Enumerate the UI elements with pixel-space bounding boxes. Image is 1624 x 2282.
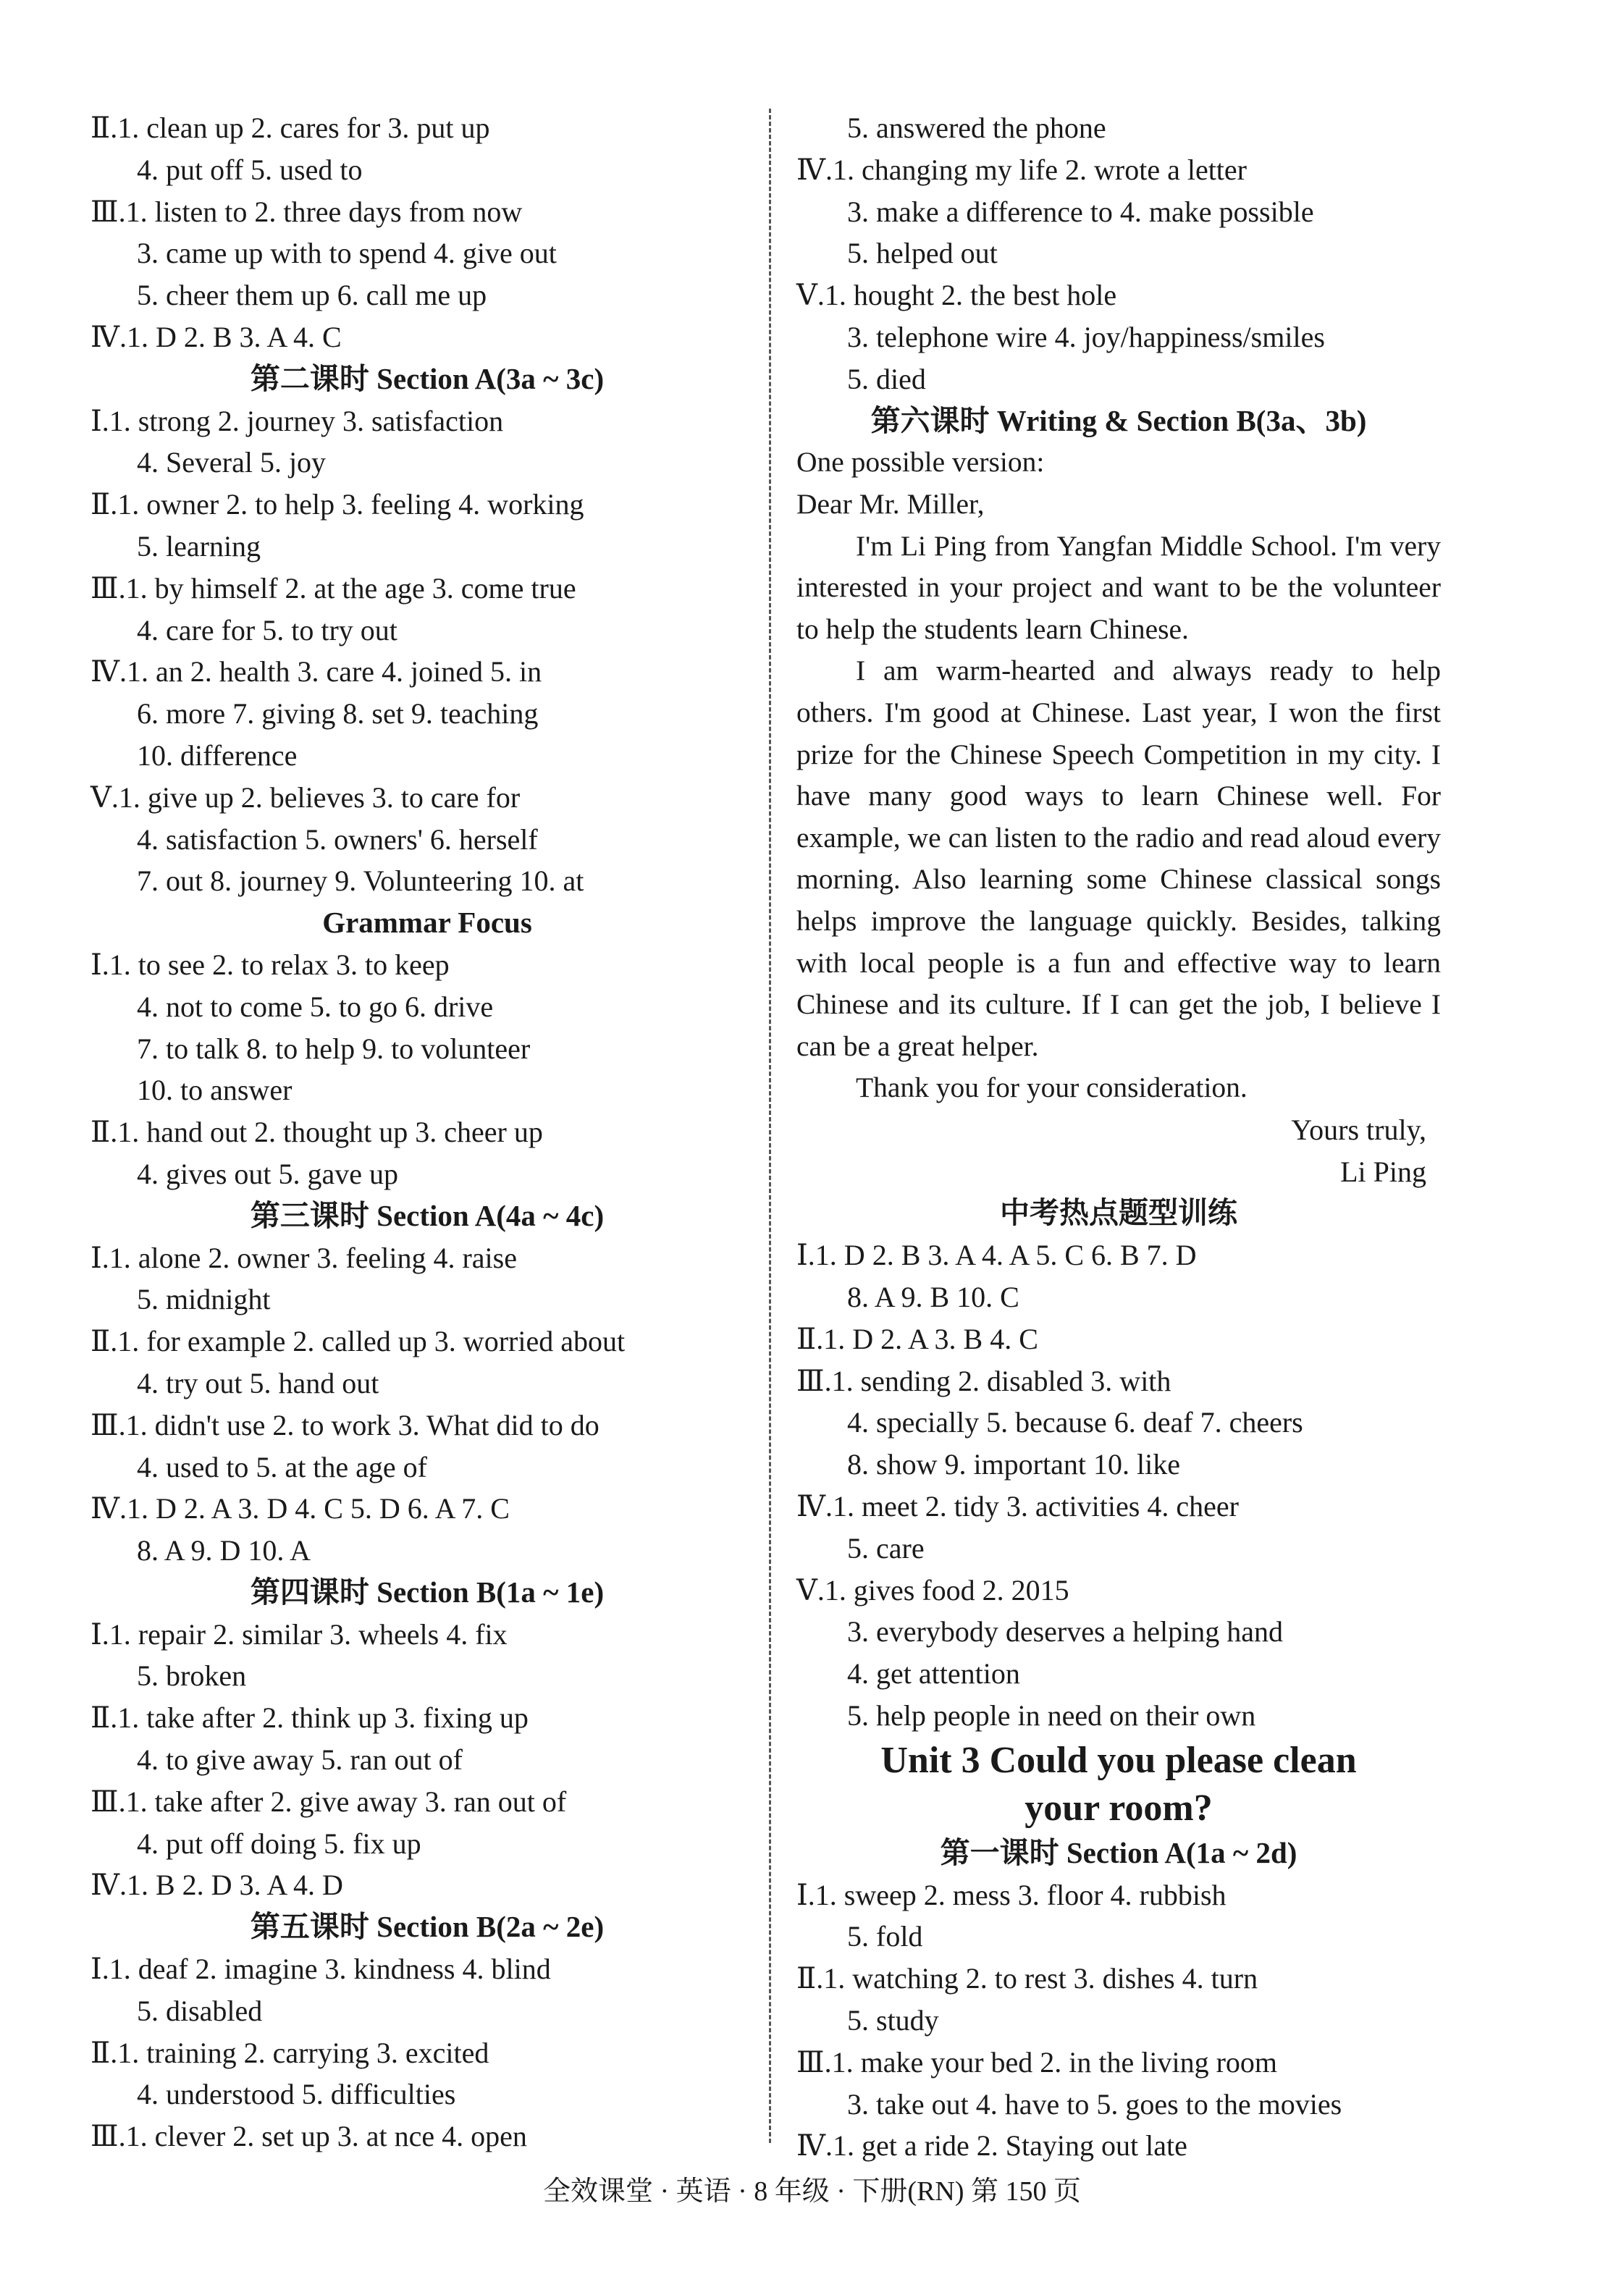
letter-paragraph: I'm Li Ping from Yangfan Middle School. I'm very interested in your project and want to be the volunteer to help the students learn Chinese. <box>796 529 1441 645</box>
section-heading: Grammar Focus <box>322 906 532 940</box>
answer-line: Ⅱ.1. owner 2. to help 3. feeling 4. working <box>91 488 584 521</box>
answer-line: 4. understood 5. difficulties <box>137 2078 456 2111</box>
section-heading: 中考热点题型训练 <box>1000 1196 1237 1230</box>
answer-line: Ⅲ.1. didn't use 2. to work 3. What did to do <box>91 1408 599 1441</box>
answer-line: 5. answered the phone <box>847 111 1106 144</box>
letter-closing: Yours truly, <box>1291 1113 1426 1146</box>
answer-line: Ⅲ.1. by himself 2. at the age 3. come true <box>91 571 576 605</box>
answer-line: Ⅰ.1. repair 2. similar 3. wheels 4. fix <box>91 1617 508 1651</box>
answer-line: Ⅲ.1. clever 2. set up 3. at nce 4. open <box>91 2120 527 2153</box>
answer-line: 4. satisfaction 5. owners' 6. herself <box>137 822 538 856</box>
answer-line: Ⅱ.1. D 2. A 3. B 4. C <box>796 1322 1038 1355</box>
answer-line: 4. put off doing 5. fix up <box>137 1827 421 1860</box>
answer-line: 3. make a difference to 4. make possible <box>847 195 1314 228</box>
section-heading: your room? <box>1025 1787 1213 1829</box>
answer-line: 5. fold <box>847 1920 923 1953</box>
answer-line: Ⅳ.1. D 2. B 3. A 4. C <box>91 320 342 353</box>
section-heading: 第三课时 Section A(4a ~ 4c) <box>250 1198 605 1232</box>
answer-line: 4. specially 5. because 6. deaf 7. cheers <box>847 1406 1303 1439</box>
letter-paragraph: Thank you for your consideration. <box>856 1071 1248 1104</box>
answer-line: Ⅱ.1. clean up 2. cares for 3. put up <box>91 111 490 144</box>
answer-line: 4. not to come 5. to go 6. drive <box>137 990 494 1023</box>
answer-line: Ⅱ.1. for example 2. called up 3. worried about <box>91 1325 626 1358</box>
answer-line: 10. to answer <box>137 1074 293 1107</box>
section-heading: 第一课时 Section A(1a ~ 2d) <box>940 1835 1297 1869</box>
answer-line: Ⅳ.1. get a ride 2. Staying out late <box>796 2129 1187 2163</box>
answer-line: Ⅴ.1. give up 2. believes 3. to care for <box>91 780 521 814</box>
answer-line: Ⅰ.1. alone 2. owner 3. feeling 4. raise <box>91 1241 517 1274</box>
answer-line: 4. gives out 5. gave up <box>137 1157 399 1190</box>
section-heading: 第二课时 Section A(3a ~ 3c) <box>250 361 605 395</box>
section-heading: Unit 3 Could you please clean <box>880 1739 1357 1781</box>
answer-line: 4. to give away 5. ran out of <box>137 1743 463 1777</box>
answer-line: 7. to talk 8. to help 9. to volunteer <box>137 1032 531 1065</box>
answer-line: Ⅳ.1. an 2. health 3. care 4. joined 5. in <box>91 655 542 689</box>
left-column <box>91 107 764 2157</box>
answer-line: 4. used to 5. at the age of <box>137 1450 427 1483</box>
answer-line: 4. try out 5. hand out <box>137 1366 379 1399</box>
column-divider <box>769 109 771 2143</box>
section-heading: 第六课时 Writing & Section B(3a、3b) <box>870 403 1367 437</box>
answer-line: Ⅳ.1. changing my life 2. wrote a letter <box>796 153 1247 186</box>
answer-line: 10. difference <box>137 738 298 772</box>
answer-line: 3. came up with to spend 4. give out <box>137 237 557 270</box>
answer-line: 3. everybody deserves a helping hand <box>847 1615 1284 1649</box>
answer-line: Ⅱ.1. training 2. carrying 3. excited <box>91 2036 489 2069</box>
answer-line: Ⅲ.1. sending 2. disabled 3. with <box>796 1364 1171 1397</box>
answer-line: 5. cheer them up 6. call me up <box>137 279 487 312</box>
answer-line: 5. broken <box>137 1659 247 1693</box>
letter-greeting: Dear Mr. Miller, <box>796 487 985 520</box>
answer-line: Ⅱ.1. watching 2. to rest 3. dishes 4. turn <box>796 1962 1258 1995</box>
letter-signature: Li Ping <box>1340 1155 1426 1188</box>
answer-line: 5. learning <box>137 529 261 563</box>
answer-line: 7. out 8. journey 9. Volunteering 10. at <box>137 864 584 898</box>
letter-intro: One possible version: <box>796 446 1045 479</box>
right-bottom-answers <box>796 1192 1441 2167</box>
answer-line: Ⅱ.1. take after 2. think up 3. fixing up <box>91 1701 529 1735</box>
answer-line: 8. A 9. B 10. C <box>847 1281 1019 1314</box>
answer-line: Ⅰ.1. D 2. B 3. A 4. A 5. C 6. B 7. D <box>796 1239 1197 1272</box>
answer-line: 4. get attention <box>847 1657 1020 1691</box>
answer-line: Ⅱ.1. hand out 2. thought up 3. cheer up <box>91 1116 543 1149</box>
answer-line: 3. take out 4. have to 5. goes to the movies <box>847 2087 1342 2121</box>
answer-line: 5. midnight <box>137 1283 271 1316</box>
answer-line: 5. help people in need on their own <box>847 1699 1256 1732</box>
right-column <box>796 107 1441 2167</box>
answer-line: 8. A 9. D 10. A <box>137 1534 311 1567</box>
answer-line: 5. care <box>847 1531 925 1565</box>
answer-line: Ⅴ.1. gives food 2. 2015 <box>796 1573 1069 1607</box>
answer-line: 5. study <box>847 2004 939 2037</box>
section-heading: 第五课时 Section B(2a ~ 2e) <box>250 1910 605 1944</box>
letter-paragraph: I am warm-hearted and always ready to help others. I'm good at Chinese. Last year, I won the first prize for the Chinese Speech Competition in my city. I have many good ways to learn Chinese well. For example, we can listen to the radio and read aloud every morning. Also learning some Chinese classical songs helps improve the language quickly. Besides, talking with local people is a fun and effective way to learn Chinese and its culture. If I can get the job, I believe I can be a great helper. <box>796 654 1441 1062</box>
right-top-answers <box>796 107 1441 442</box>
answer-line: Ⅰ.1. to see 2. to relax 3. to keep <box>91 948 450 981</box>
answer-line: 5. disabled <box>137 1994 263 2027</box>
answer-line: Ⅰ.1. deaf 2. imagine 3. kindness 4. blind <box>91 1953 551 1986</box>
answer-line: Ⅳ.1. B 2. D 3. A 4. D <box>91 1869 343 1902</box>
answer-line: 4. care for 5. to try out <box>137 613 397 647</box>
answer-line: Ⅳ.1. D 2. A 3. D 4. C 5. D 6. A 7. C <box>91 1492 510 1525</box>
answer-line: 3. telephone wire 4. joy/happiness/smiles <box>847 320 1325 353</box>
answer-line: Ⅲ.1. take after 2. give away 3. ran out of <box>91 1785 567 1818</box>
answer-line: Ⅴ.1. hought 2. the best hole <box>796 279 1117 312</box>
page-footer: 全效课堂 · 英语 · 8 年级 · 下册(RN) 第 150 页 <box>542 2176 1082 2207</box>
answer-line: Ⅳ.1. meet 2. tidy 3. activities 4. cheer <box>796 1490 1239 1523</box>
answer-line: 8. show 9. important 10. like <box>847 1448 1180 1481</box>
answer-line: 5. died <box>847 362 926 395</box>
answer-line: Ⅰ.1. strong 2. journey 3. satisfaction <box>91 404 504 437</box>
answer-line: 6. more 7. giving 8. set 9. teaching <box>137 697 539 731</box>
answer-line: 4. Several 5. joy <box>137 446 327 479</box>
answer-line: Ⅲ.1. listen to 2. three days from now <box>91 195 523 228</box>
answer-line: Ⅰ.1. sweep 2. mess 3. floor 4. rubbish <box>796 1878 1227 1911</box>
sample-letter <box>796 442 1441 1192</box>
answer-line: 4. put off 5. used to <box>137 153 363 186</box>
answer-line: 5. helped out <box>847 237 998 270</box>
section-heading: 第四课时 Section B(1a ~ 1e) <box>250 1575 605 1609</box>
answer-line: Ⅲ.1. make your bed 2. in the living room <box>796 2045 1278 2079</box>
